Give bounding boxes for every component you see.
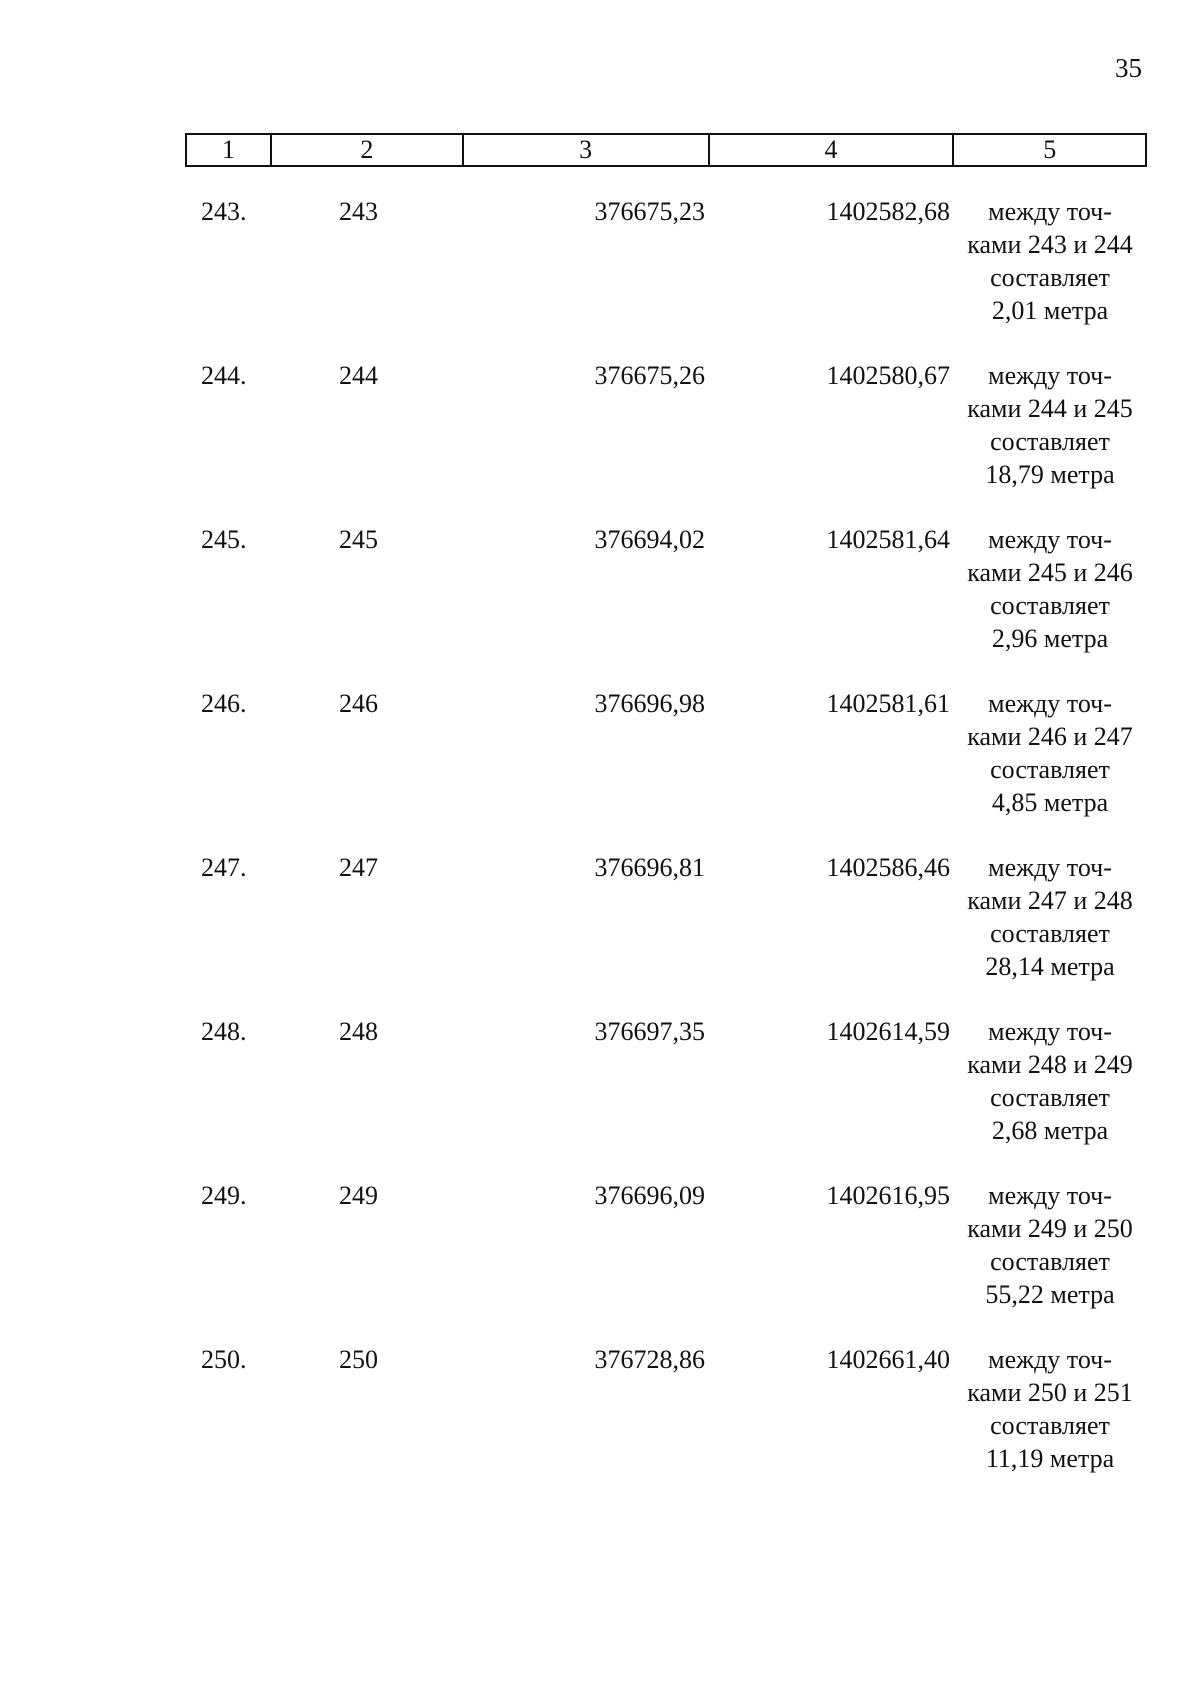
description-line: ками 246 и 247	[967, 722, 1133, 751]
row-number: 247.	[201, 853, 247, 882]
row-number: 249.	[201, 1181, 247, 1210]
table-row	[0, 687, 1200, 851]
point-number: 244	[339, 361, 378, 390]
distance-description	[955, 687, 1145, 819]
row-number: 248.	[201, 1017, 247, 1046]
column-header-1: 1	[186, 134, 271, 166]
column-header-3: 3	[463, 134, 709, 166]
table-row	[0, 1179, 1200, 1343]
column-header-row	[186, 134, 1146, 166]
description-line: между точ-	[988, 1017, 1112, 1046]
x-coordinate: 376697,35	[594, 1017, 705, 1046]
description-line: 11,19 метра	[985, 1444, 1115, 1473]
description-line: 4,85 метра	[991, 788, 1109, 817]
description-line: ками 245 и 246	[967, 558, 1133, 587]
description-line: составляет	[990, 427, 1110, 456]
distance-description	[955, 195, 1145, 327]
y-coordinate: 1402586,46	[826, 853, 950, 882]
coordinates-table-body	[0, 195, 1200, 1507]
distance-description	[955, 1343, 1145, 1475]
table-row	[0, 1015, 1200, 1179]
x-coordinate: 376675,23	[594, 197, 705, 226]
description-line: составляет	[990, 1083, 1110, 1112]
description-line: 28,14 метра	[985, 952, 1115, 981]
description-line: 2,68 метра	[991, 1116, 1109, 1145]
row-number: 243.	[201, 197, 247, 226]
description-line: ками 249 и 250	[967, 1214, 1133, 1243]
table-row	[0, 851, 1200, 1015]
description-line: между точ-	[988, 1181, 1112, 1210]
y-coordinate: 1402661,40	[826, 1345, 950, 1374]
table-row	[0, 523, 1200, 687]
y-coordinate: 1402582,68	[826, 197, 950, 226]
x-coordinate: 376696,81	[594, 853, 705, 882]
x-coordinate: 376675,26	[594, 361, 705, 390]
page-number: 35	[1115, 53, 1142, 83]
row-number: 245.	[201, 525, 247, 554]
point-number: 247	[339, 853, 378, 882]
y-coordinate: 1402581,64	[826, 525, 950, 554]
distance-description	[955, 359, 1145, 491]
description-line: составляет	[990, 1411, 1110, 1440]
description-line: 18,79 метра	[985, 460, 1115, 489]
description-line: между точ-	[988, 1345, 1112, 1374]
description-line: ками 248 и 249	[967, 1050, 1133, 1079]
description-line: ками 250 и 251	[967, 1378, 1133, 1407]
point-number: 250	[339, 1345, 378, 1374]
description-line: ками 247 и 248	[967, 886, 1133, 915]
x-coordinate: 376694,02	[594, 525, 705, 554]
description-line: составляет	[990, 755, 1110, 784]
description-line: между точ-	[988, 361, 1112, 390]
y-coordinate: 1402614,59	[826, 1017, 950, 1046]
y-coordinate: 1402580,67	[826, 361, 950, 390]
row-number: 250.	[201, 1345, 247, 1374]
point-number: 243	[339, 197, 378, 226]
column-header-5: 5	[953, 134, 1146, 166]
point-number: 249	[339, 1181, 378, 1210]
distance-description	[955, 1179, 1145, 1311]
description-line: между точ-	[988, 525, 1112, 554]
row-number: 244.	[201, 361, 247, 390]
x-coordinate: 376696,98	[594, 689, 705, 718]
y-coordinate: 1402581,61	[826, 689, 950, 718]
point-number: 245	[339, 525, 378, 554]
x-coordinate: 376728,86	[594, 1345, 705, 1374]
description-line: составляет	[990, 919, 1110, 948]
description-line: между точ-	[988, 853, 1112, 882]
point-number: 246	[339, 689, 378, 718]
description-line: 2,01 метра	[991, 296, 1109, 325]
row-number: 246.	[201, 689, 247, 718]
point-number: 248	[339, 1017, 378, 1046]
description-line: между точ-	[988, 197, 1112, 226]
x-coordinate: 376696,09	[594, 1181, 705, 1210]
column-header-4: 4	[709, 134, 954, 166]
description-line: между точ-	[988, 689, 1112, 718]
description-line: ками 244 и 245	[967, 394, 1133, 423]
column-header-2: 2	[271, 134, 463, 166]
description-line: составляет	[990, 591, 1110, 620]
description-line: 55,22 метра	[985, 1280, 1115, 1309]
distance-description	[955, 523, 1145, 655]
table-row	[0, 359, 1200, 523]
description-line: составляет	[990, 263, 1110, 292]
distance-description	[955, 851, 1145, 983]
description-line: 2,96 метра	[991, 624, 1109, 653]
y-coordinate: 1402616,95	[826, 1181, 950, 1210]
distance-description	[955, 1015, 1145, 1147]
column-header-table	[185, 133, 1147, 167]
table-row	[0, 1343, 1200, 1507]
description-line: составляет	[990, 1247, 1110, 1276]
table-row	[0, 195, 1200, 359]
description-line: ками 243 и 244	[967, 230, 1133, 259]
